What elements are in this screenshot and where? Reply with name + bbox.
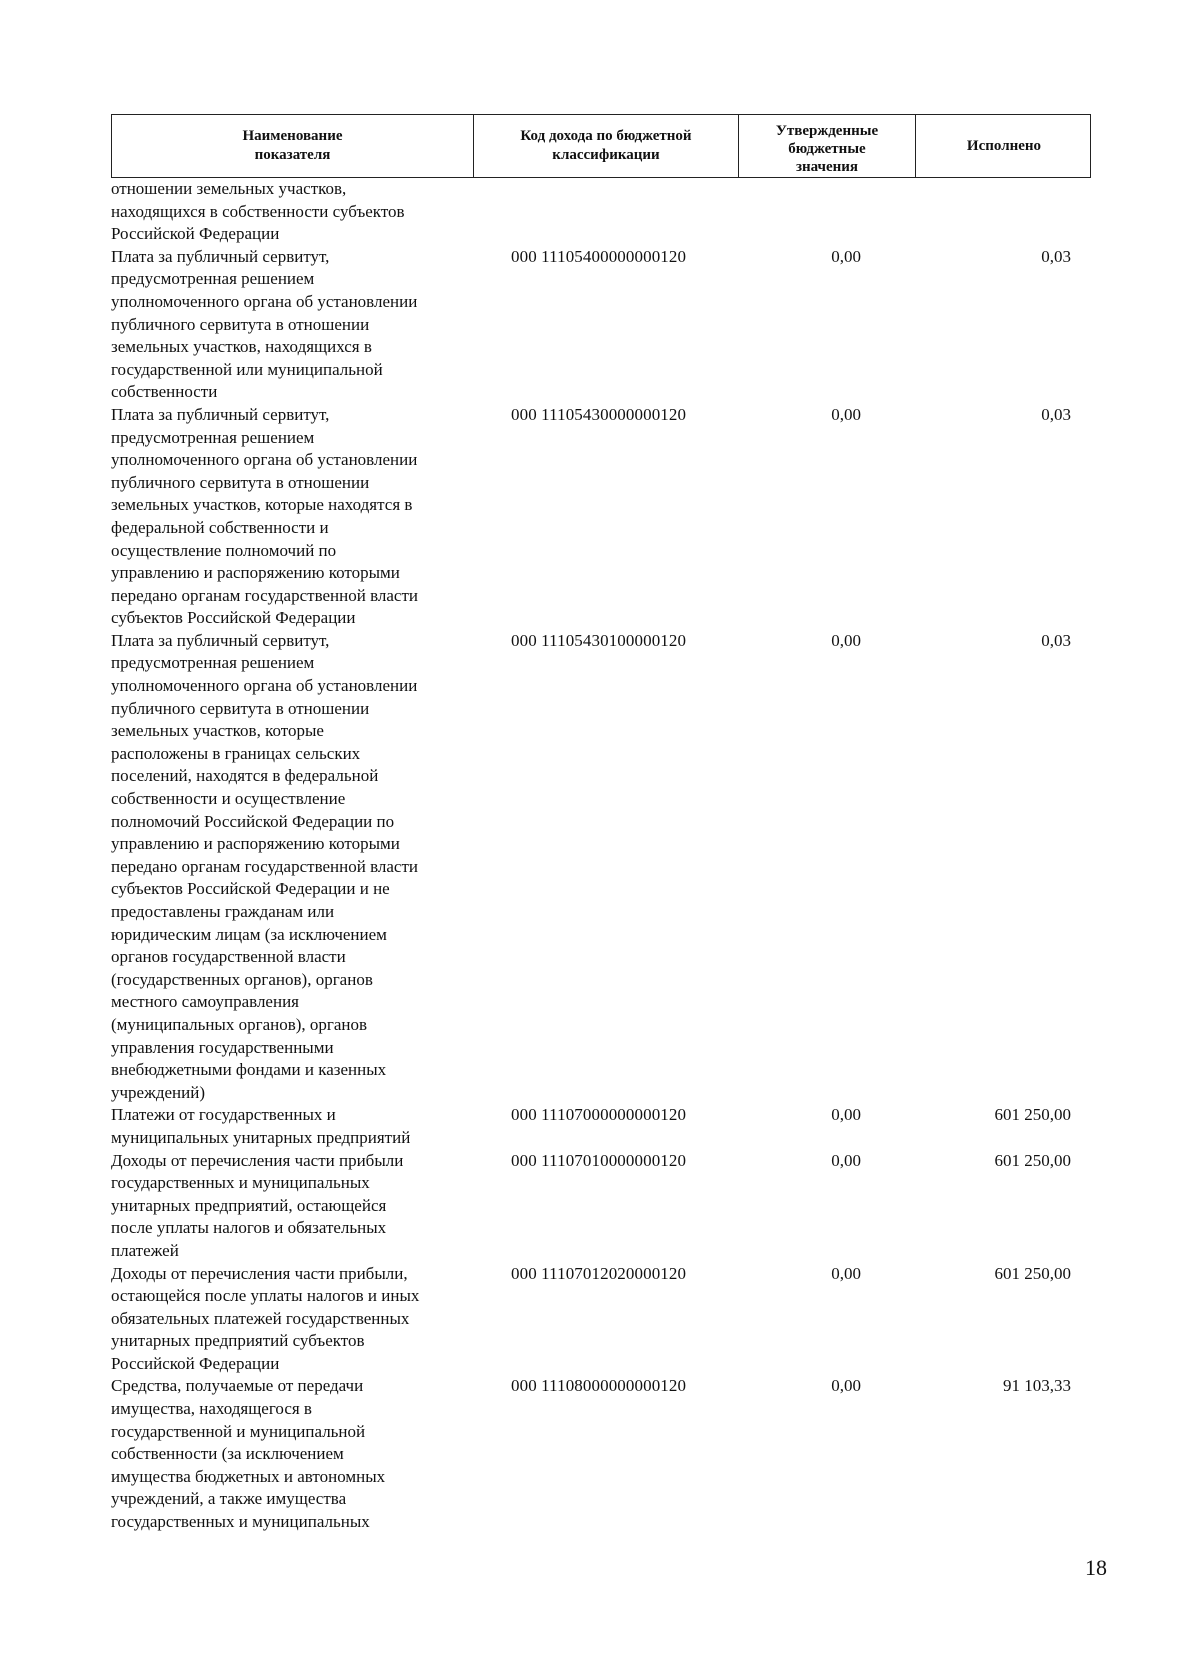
row-indicator-name: Доходы от перечисления части прибыли, остающейся после уплаты налогов и иных обязательных платежей государственных унитарных предприятий субъектов Российской Федерации bbox=[111, 1263, 420, 1373]
row-budget-code: 000 11107012020000120 bbox=[511, 1263, 687, 1283]
table-row bbox=[111, 1150, 1101, 1263]
table-row bbox=[111, 178, 1101, 246]
table-row bbox=[111, 630, 1101, 1104]
row-budget-code: 000 11105430000000120 bbox=[511, 404, 687, 424]
row-executed-value: 0,03 bbox=[1041, 404, 1071, 424]
row-executed-value: 0,03 bbox=[1041, 246, 1071, 266]
row-budget-code: 000 11107000000000120 bbox=[511, 1105, 687, 1125]
row-approved-value bbox=[711, 178, 861, 246]
table-body bbox=[111, 178, 1101, 1534]
row-executed-value: 601 250,00 bbox=[994, 1263, 1071, 1283]
row-indicator-name: Плата за публичный сервитут, предусмотренная решением уполномоченного органа об установлении публичного сервитута в отношении земельных участков, которые расположены в границах сельских поселений, находятся в федеральной собственности и осуществление полномочий Российской Федерации по управлению и распоряжению которыми передано органам государственной власти субъектов Российской Федерации и не предоставлены гражданам или юридическим лицам (за исключением органов государственной власти (государственных органов), органов местного самоуправления (муниципальных органов), органов управления государственными внебюджетными фондами и казенных учреждений) bbox=[111, 630, 418, 1102]
row-indicator-name: Доходы от перечисления части прибыли государственных и муниципальных унитарных предприятий, остающейся после уплаты налогов и обязательных платежей bbox=[111, 1150, 404, 1260]
row-approved-value: 0,00 bbox=[831, 1105, 861, 1125]
row-budget-code: 000 11105430100000120 bbox=[511, 630, 687, 650]
row-executed-value: 91 103,33 bbox=[1003, 1376, 1071, 1396]
page-number: 18 bbox=[1085, 1555, 1107, 1580]
row-indicator-name: отношении земельных участков, находящихся в собственности субъектов Российской Федерации bbox=[111, 179, 405, 244]
row-indicator-name: Средства, получаемые от передачи имущества, находящегося в государственной и муниципальной собственности (за исключением имущества бюджетных и автономных учреждений, а также имущества государственных и муниципальных bbox=[111, 1376, 386, 1532]
header-executed: Исполнено bbox=[966, 137, 1042, 154]
table-row bbox=[111, 1104, 1101, 1149]
row-executed-value bbox=[861, 178, 1081, 246]
table-row bbox=[111, 246, 1101, 404]
row-indicator-name: Плата за публичный сервитут, предусмотренная решением уполномоченного органа об установлении публичного сервитута в отношении земельных участков, находящихся в государственной или муниципальной собственности bbox=[111, 246, 418, 402]
row-executed-value: 601 250,00 bbox=[994, 1105, 1071, 1125]
row-budget-code: 000 11108000000000120 bbox=[511, 1376, 687, 1396]
row-executed-value: 0,03 bbox=[1041, 630, 1071, 650]
row-approved-value: 0,00 bbox=[831, 1263, 861, 1283]
row-approved-value: 0,00 bbox=[831, 246, 861, 266]
row-approved-value: 0,00 bbox=[831, 404, 861, 424]
header-budget-code: Код дохода по бюджетной классификации bbox=[474, 115, 739, 177]
row-budget-code: 000 11107010000000120 bbox=[511, 1150, 687, 1170]
row-approved-value: 0,00 bbox=[831, 1150, 861, 1170]
table-header bbox=[111, 114, 1091, 178]
row-executed-value: 601 250,00 bbox=[994, 1150, 1071, 1170]
table-row bbox=[111, 404, 1101, 630]
row-indicator-name: Плата за публичный сервитут, предусмотренная решением уполномоченного органа об установлении публичного сервитута в отношении земельных участков, которые находятся в федеральной собственности и осуществление полномочий по управлению и распоряжению которыми передано органам государственной власти субъектов Российской Федерации bbox=[111, 404, 418, 628]
row-approved-value: 0,00 bbox=[831, 630, 861, 650]
header-approved-values: Утвержденные бюджетные значения bbox=[739, 115, 916, 177]
table-row bbox=[111, 1375, 1101, 1533]
header-indicator-name: Наименование показателя bbox=[112, 115, 474, 177]
row-approved-value: 0,00 bbox=[831, 1376, 861, 1396]
row-budget-code: 000 11105400000000120 bbox=[511, 246, 687, 266]
table-row bbox=[111, 1263, 1101, 1376]
row-indicator-name: Платежи от государственных и муниципальных унитарных предприятий bbox=[111, 1105, 411, 1147]
row-budget-code bbox=[481, 178, 711, 246]
